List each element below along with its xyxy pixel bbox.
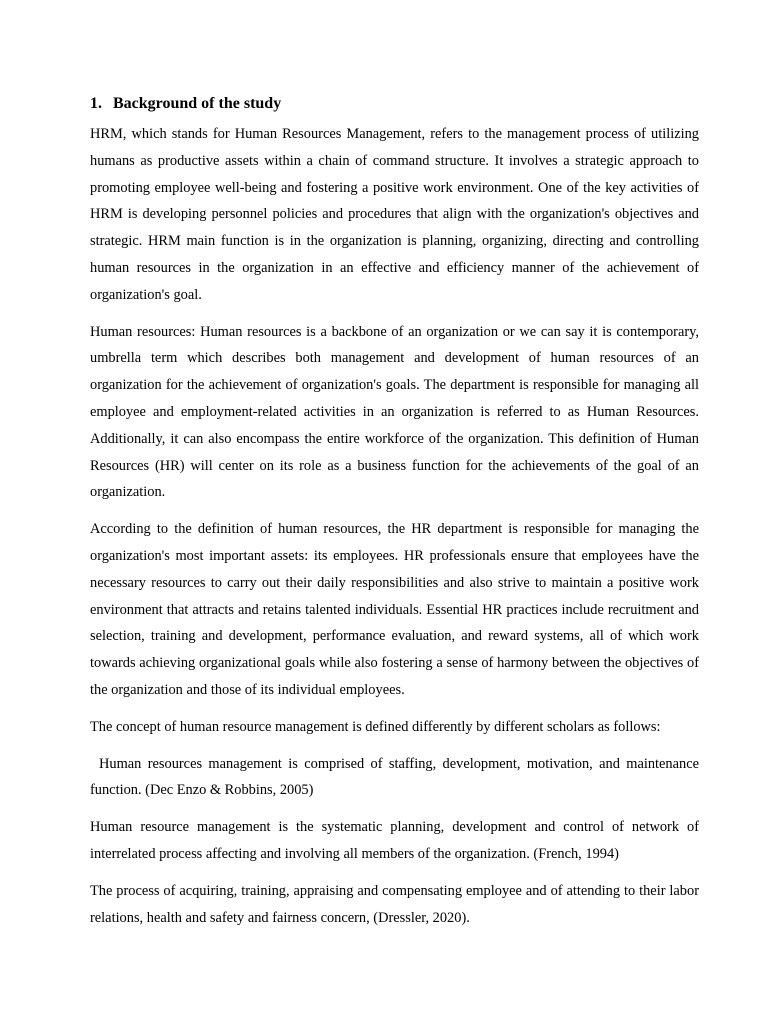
section-number: 1. — [90, 95, 102, 112]
paragraph-definition-dressler: The process of acquiring, training, appraising and compensating employee and of attending to their labor relations, health and safety and fairness concern, (Dressler, 2020). — [90, 882, 699, 926]
paragraph-hr-department: According to the definition of human resources, the HR department is responsible for managing the organization's most important assets: its employees. HR professionals ensure that employees have the necessary resources to carry out their daily responsibilities and also strive to maintain a positive work environment that attracts and retains talented individuals. Essential HR practices include recruitment and selection, training and development, performance evaluation, and reward systems, all of which work towards achieving organizational goals while also fostering a sense of harmony between the objectives of the organization and those of its individual employees. — [90, 521, 699, 698]
section-heading — [90, 93, 699, 115]
paragraph-definition-french: Human resource management is the systematic planning, development and control of network of interrelated process affecting and involving all members of the organization. (French, 1994) — [90, 819, 699, 862]
document-page — [90, 93, 699, 941]
section-title: Background of the study — [113, 95, 282, 112]
paragraph-definition-decenzo: Human resources management is comprised of staffing, development, motivation, and maintenance function. (Dec Enzo & Robbins, 2005) — [90, 755, 699, 799]
paragraph-human-resources: Human resources: Human resources is a backbone of an organization or we can say it is contemporary, umbrella term which describes both management and development of human resources of an organization for the achievement of organization's goals. The department is responsible for managing all employee and employment-related activities in an organization is referred to as Human Resources. Additionally, it can also encompass the entire workforce of the organization. This definition of Human Resources (HR) will center on its role as a business function for the achievements of the goal of an organization. — [90, 323, 699, 501]
paragraph-scholar-intro: The concept of human resource management is defined differently by different scholars as follows: — [90, 718, 661, 735]
paragraph-hrm-definition: HRM, which stands for Human Resources Management, refers to the management process of utilizing humans as productive assets within a chain of command structure. It involves a strategic approach to promoting employee well-being and fostering a positive work environment. One of the key activities of HRM is developing personnel policies and procedures that align with the organization's objectives and strategic. HRM main function is in the organization is planning, organizing, directing and controlling human resources in the organization in an effective and efficiency manner of the achievement of organization's goal. — [90, 126, 699, 303]
